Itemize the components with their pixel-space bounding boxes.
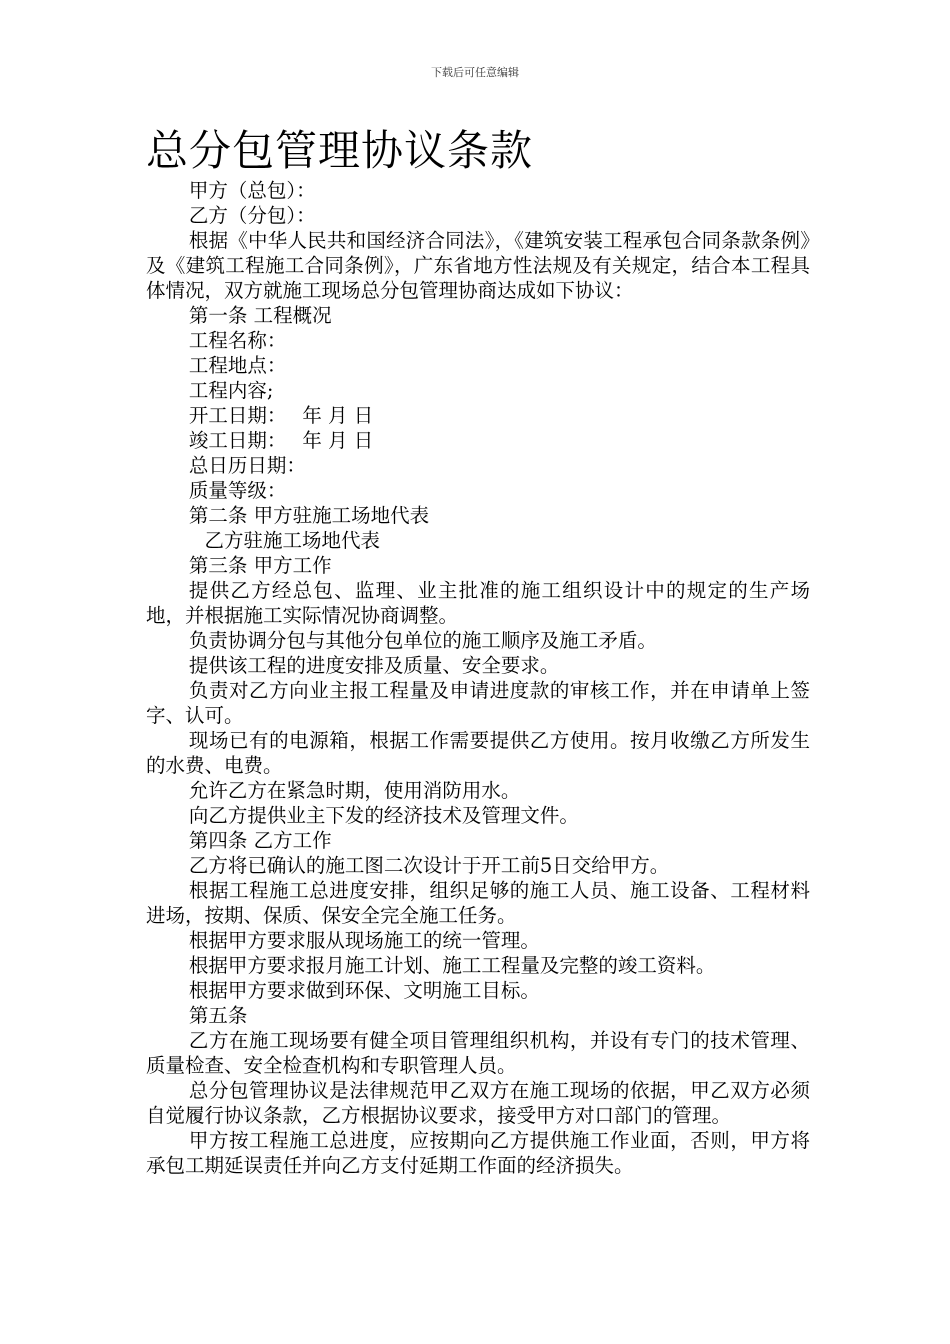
field-total-calendar-days: 总日历日期： [188,454,306,477]
article-3-item-1: 提供乙方经总包、监理、业主批准的施工组织设计中的规定的生产场地，并根据施工实际情况协商调整。 [146,579,810,627]
article-2-heading: 第二条 甲方驻施工场地代表 [188,504,430,527]
field-completion-date: 竣工日期： 年 月 日 [188,429,374,452]
paragraph-preamble: 根据《中华人民共和国经济合同法》，《建筑安装工程承包合同条款条例》及《建筑工程施工合同条例》，广东省地方性法规及有关规定，结合本工程具体情况，双方就施工现场总分包管理协商达成如下协议： [146,229,810,302]
article-5-item-3: 甲方按工程施工总进度，应按期向乙方提供施工作业面，否则，甲方将承包工期延误责任并向乙方支付延期工作面的经济损失。 [146,1129,810,1177]
article-3-item-3: 提供该工程的进度安排及质量、安全要求。 [188,654,560,677]
article-4-item-3: 根据甲方要求服从现场施工的统一管理。 [188,929,540,952]
document-body [146,178,810,1178]
article-4-item-5: 根据甲方要求做到环保、文明施工目标。 [188,979,540,1002]
document-title: 总分包管理协议条款 [146,126,534,175]
article-4-item-4: 根据甲方要求报月施工计划、施工工程量及完整的竣工资料。 [188,954,716,977]
header-note: 下载后可任意编辑 [431,66,519,79]
article-5-item-2: 总分包管理协议是法律规范甲乙双方在施工现场的依据，甲乙双方必须自觉履行协议条款，乙方根据协议要求，接受甲方对口部门的管理。 [146,1079,810,1127]
paragraph-party-a: 甲方（总包）： [188,179,316,202]
field-project-content: 工程内容; [188,379,274,402]
paragraph-party-b: 乙方（分包）： [188,204,316,227]
article-3-item-5: 现场已有的电源箱，根据工作需要提供乙方使用。按月收缴乙方所发生的水费、电费。 [146,729,810,777]
article-3-item-6: 允许乙方在紧急时期，使用消防用水。 [188,779,521,802]
article-5-item-1: 乙方在施工现场要有健全项目管理组织机构，并设有专门的技术管理、质量检查、安全检查机构和专职管理人员。 [146,1029,810,1077]
article-4-item-2: 根据工程施工总进度安排，组织足够的施工人员、施工设备、工程材料进场，按期、保质、保安全完全施工任务。 [146,879,810,927]
article-3-item-7: 向乙方提供业主下发的经济技术及管理文件。 [188,804,579,827]
article-3-item-2: 负责协调分包与其他分包单位的施工顺序及施工矛盾。 [188,629,657,652]
article-3-heading: 第三条 甲方工作 [188,554,332,577]
field-start-date: 开工日期： 年 月 日 [188,404,374,427]
article-2-party-b-representative: 乙方驻施工场地代表 [204,529,381,552]
article-4-item-1: 乙方将已确认的施工图二次设计于开工前5日交给甲方。 [188,854,670,877]
article-1-heading: 第一条 工程概况 [188,304,332,327]
field-quality-grade: 质量等级： [188,479,287,502]
article-3-item-4: 负责对乙方向业主报工程量及申请进度款的审核工作，并在申请单上签字、认可。 [146,679,810,727]
field-project-name: 工程名称： [188,329,287,352]
article-4-heading: 第四条 乙方工作 [188,829,332,852]
article-5-heading: 第五条 [188,1004,248,1027]
field-project-location: 工程地点： [188,354,287,377]
